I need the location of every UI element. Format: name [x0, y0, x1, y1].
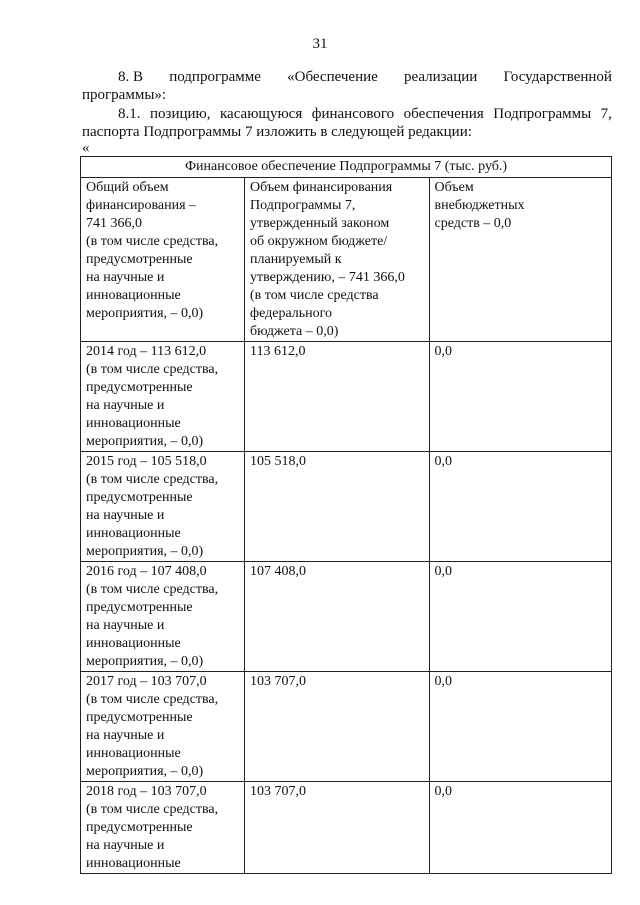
cell-line: об окружном бюджете/ [250, 234, 388, 249]
cell-line: Подпрограммы 7, [250, 198, 356, 213]
table-row [81, 562, 612, 672]
table-title-row [81, 157, 612, 178]
year-cell [81, 562, 245, 672]
word: подпрограмме [169, 69, 261, 85]
cell-line: Объем финансирования [250, 180, 393, 195]
paragraph-8-1-line2: паспорта Подпрограммы 7 изложить в следующей редакции: [82, 124, 472, 140]
cell-line: предусмотренные [86, 820, 193, 835]
word: 7, [600, 106, 612, 122]
cell-line: планируемый к [250, 252, 342, 267]
cell-line: федерального [250, 306, 333, 321]
word: «Обеспечение [287, 69, 378, 85]
cell-line: инновационные [86, 636, 181, 651]
cell-line: Объем [434, 180, 474, 195]
cell-line: (в том числе средства, [86, 692, 219, 707]
paragraph-8-1 [82, 105, 612, 141]
cell-line: 2016 год – 107 408,0 [86, 564, 207, 579]
budget-cell: 105 518,0 [245, 452, 430, 562]
page-number: 31 [312, 36, 328, 52]
budget-cell: 113 612,0 [245, 342, 430, 452]
word: реализации [403, 69, 478, 85]
cell-line: (в том числе средства, [86, 802, 219, 817]
word: финансового [311, 106, 395, 122]
cell-line: утвержденный законом [250, 216, 390, 231]
word: обеспечения [403, 106, 484, 122]
cell-line: (в том числе средства [250, 288, 379, 303]
cell-line: мероприятия, – 0,0) [86, 544, 204, 559]
word: 8. В [118, 69, 144, 85]
cell-line: на научные и [86, 398, 165, 413]
extrabudget-cell: 0,0 [429, 342, 612, 452]
cell-line: мероприятия, – 0,0) [86, 306, 204, 321]
cell-line: (в том числе средства, [86, 362, 219, 377]
cell-line: финансирования – [86, 198, 197, 213]
table-row [81, 452, 612, 562]
cell-line: на научные и [86, 270, 165, 285]
header-total-volume [81, 178, 245, 342]
paragraph-8-line2: программы»: [82, 87, 167, 103]
header-extrabudget-volume [429, 178, 612, 342]
cell-line: внебюджетных [434, 198, 525, 213]
budget-cell: 103 707,0 [245, 782, 430, 874]
cell-line: бюджета – 0,0) [250, 324, 339, 339]
table-title: Финансовое обеспечение Подпрограммы 7 (тыс. руб.) [81, 157, 612, 178]
cell-line: предусмотренные [86, 490, 193, 505]
word: позицию, [150, 106, 211, 122]
cell-line: предусмотренные [86, 600, 193, 615]
word: касающуюся [220, 106, 303, 122]
cell-line: инновационные [86, 746, 181, 761]
table-row [81, 782, 612, 874]
cell-line: инновационные [86, 856, 181, 871]
cell-line: 2017 год – 103 707,0 [86, 674, 207, 689]
budget-cell: 103 707,0 [245, 672, 430, 782]
year-cell [81, 672, 245, 782]
cell-line: на научные и [86, 728, 165, 743]
cell-line: на научные и [86, 618, 165, 633]
paragraph-8-line1 [82, 68, 612, 86]
cell-line: мероприятия, – 0,0) [86, 434, 204, 449]
cell-line: предусмотренные [86, 710, 193, 725]
cell-line: мероприятия, – 0,0) [86, 654, 204, 669]
cell-line: инновационные [86, 416, 181, 431]
table-row [81, 672, 612, 782]
word: 8.1. [118, 106, 141, 122]
cell-line: утверждению, – 741 366,0 [250, 270, 405, 285]
table-row [81, 342, 612, 452]
cell-line: 2014 год – 113 612,0 [86, 344, 207, 359]
header-budget-volume [245, 178, 430, 342]
cell-line: Общий объем [86, 180, 169, 195]
extrabudget-cell: 0,0 [429, 452, 612, 562]
paragraph-8 [82, 68, 612, 104]
extrabudget-cell: 0,0 [429, 562, 612, 672]
year-cell [81, 452, 245, 562]
cell-line: (в том числе средства, [86, 472, 219, 487]
cell-line: средств – 0,0 [434, 216, 512, 231]
year-cell [81, 342, 245, 452]
cell-line: мероприятия, – 0,0) [86, 764, 204, 779]
cell-line: 2015 год – 105 518,0 [86, 454, 207, 469]
cell-line: 2018 год – 103 707,0 [86, 784, 207, 799]
paragraph-8-1-line1 [82, 105, 612, 123]
cell-line: предусмотренные [86, 380, 193, 395]
cell-line: инновационные [86, 288, 181, 303]
cell-line: (в том числе средства, [86, 234, 219, 249]
year-cell [81, 782, 245, 874]
cell-line: (в том числе средства, [86, 582, 219, 597]
extrabudget-cell: 0,0 [429, 782, 612, 874]
budget-cell: 107 408,0 [245, 562, 430, 672]
financing-table [80, 156, 612, 874]
opening-quote-mark: « [82, 140, 90, 156]
cell-line: на научные и [86, 838, 165, 853]
cell-line: на научные и [86, 508, 165, 523]
cell-line: инновационные [86, 526, 181, 541]
word: Государственной [503, 69, 612, 85]
cell-line: 741 366,0 [86, 216, 142, 231]
cell-line: предусмотренные [86, 252, 193, 267]
word: Подпрограммы [493, 106, 592, 122]
extrabudget-cell: 0,0 [429, 672, 612, 782]
table-header-row [81, 178, 612, 342]
